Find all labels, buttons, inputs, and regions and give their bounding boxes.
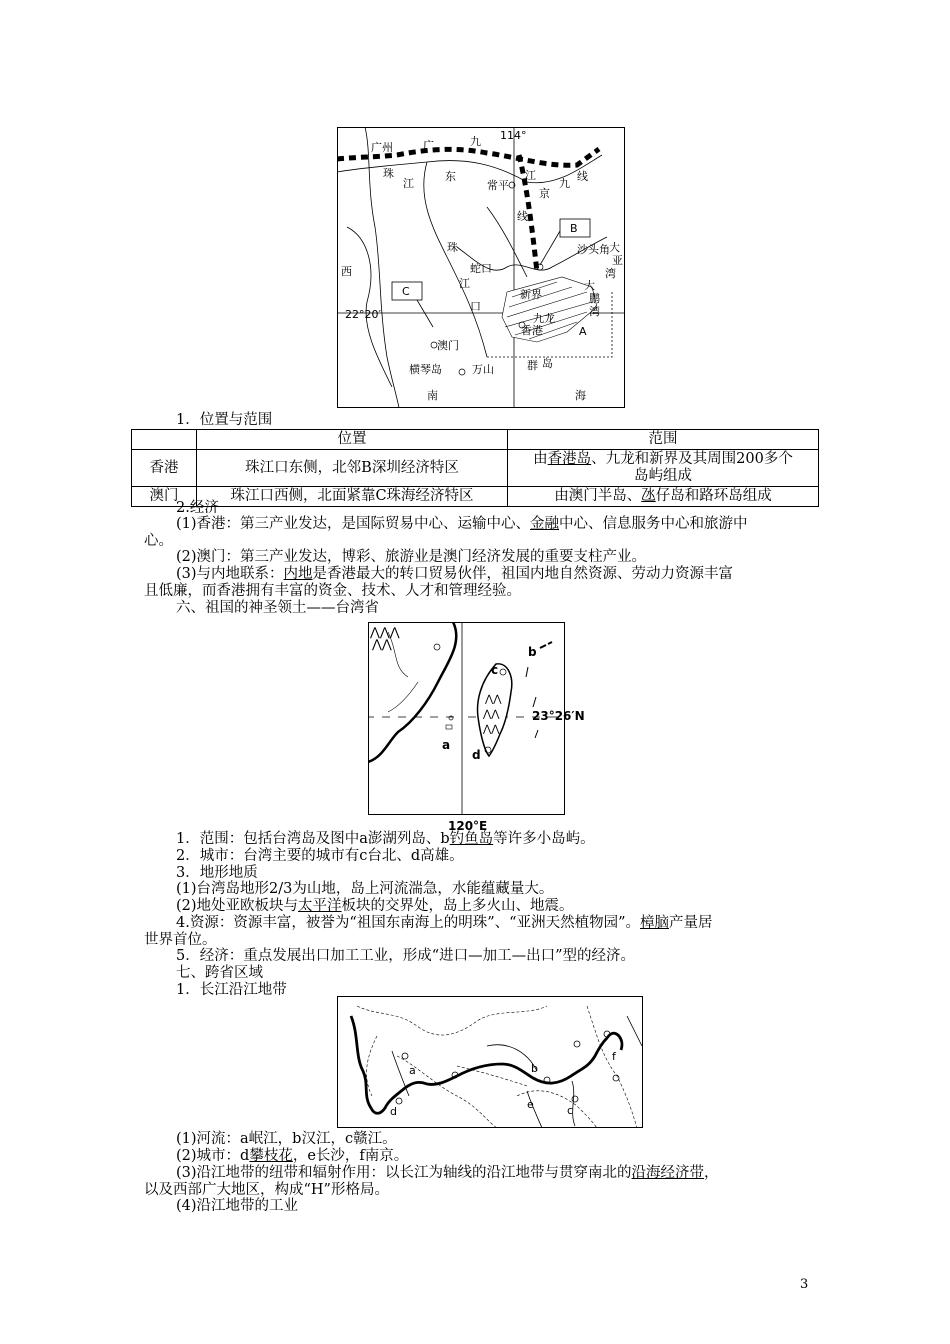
table-cell: 由香港岛、九龙和新界及其周围200多个 岛屿组成 bbox=[508, 450, 819, 487]
paragraph: 且低廉，而香港拥有丰富的资金、技术、人才和管理经验。 bbox=[144, 583, 521, 599]
hk-macau-table bbox=[131, 429, 819, 507]
map-label: b bbox=[531, 1062, 538, 1075]
map-label: C bbox=[402, 285, 410, 298]
section-title-economy: 2.经济 bbox=[176, 500, 219, 516]
svg-text:⋀⋀: ⋀⋀ bbox=[483, 724, 500, 735]
table-row bbox=[132, 487, 819, 507]
table-cell: 香港 bbox=[132, 450, 197, 487]
map-label: 新界 bbox=[520, 288, 542, 301]
table-cell: 珠江口西侧，北面紧靠C珠海经济特区 bbox=[197, 487, 508, 507]
map-label: b bbox=[528, 645, 537, 659]
section-heading-taiwan: 六、祖国的神圣领土——台湾省 bbox=[176, 600, 379, 616]
map-label: 沙头角 bbox=[577, 243, 610, 256]
paragraph: (1)台湾岛地形2/3为山地，岛上河流湍急，水能蕴藏量大。 bbox=[176, 881, 554, 897]
section-heading-regions: 七、跨省区域 bbox=[176, 965, 263, 981]
map-label: 九 bbox=[470, 135, 481, 148]
table-header-cell: 位置 bbox=[197, 430, 508, 450]
taiwan-map bbox=[368, 622, 620, 834]
pearl-river-delta-map bbox=[337, 127, 625, 408]
map-label: B bbox=[570, 222, 578, 235]
map-label: 九 bbox=[559, 177, 570, 190]
map-label: c bbox=[567, 1104, 574, 1117]
map-label: 23°26′N bbox=[532, 709, 585, 723]
map-label: 江 bbox=[525, 169, 536, 182]
paragraph: 世界首位。 bbox=[144, 932, 217, 948]
map-label: 东 bbox=[445, 170, 456, 183]
map-label: c bbox=[491, 663, 499, 677]
map-label: 万山 bbox=[472, 363, 494, 376]
map-label: a bbox=[442, 738, 451, 752]
map-label: 鹏 bbox=[589, 292, 600, 305]
map-label: 广州 bbox=[371, 141, 393, 154]
table-cell: 珠江口东侧，北邻B深圳经济特区 bbox=[197, 450, 508, 487]
map-label: 线 bbox=[577, 170, 588, 183]
svg-text:⋀⋀: ⋀⋀ bbox=[483, 709, 500, 720]
map-label: 岛 bbox=[542, 357, 553, 370]
map-label: 大 bbox=[584, 279, 595, 292]
map-label: 广 bbox=[423, 139, 434, 152]
map-label: 香港 bbox=[521, 324, 543, 337]
map-label: 横琴岛 bbox=[409, 363, 442, 376]
table-row bbox=[132, 450, 819, 487]
table-header-row bbox=[132, 430, 819, 450]
svg-text:⋀⋀⋀: ⋀⋀⋀ bbox=[370, 625, 400, 639]
paragraph: (3)沿江地带的纽带和辐射作用：以长江为轴线的沿江地带与贯穿南北的沿海经济带， bbox=[176, 1165, 719, 1181]
table-cell: 澳门 bbox=[132, 487, 197, 507]
map-label: 蛇口 bbox=[470, 262, 492, 275]
map-label: A bbox=[579, 325, 587, 338]
map-label: d bbox=[390, 1105, 397, 1118]
paragraph: 3．地形地质 bbox=[176, 865, 258, 881]
svg-text:⋀⋀: ⋀⋀ bbox=[485, 694, 502, 705]
map-label: 湾 bbox=[605, 267, 616, 280]
map-label: a bbox=[409, 1064, 416, 1077]
subsection-title: 1．长江沿江地带 bbox=[176, 982, 287, 998]
paragraph: 以及西部广大地区，构成“H”形格局。 bbox=[144, 1182, 389, 1198]
paragraph: 心。 bbox=[144, 533, 173, 549]
table-header-cell: 范围 bbox=[508, 430, 819, 450]
paragraph: (4)沿江地带的工业 bbox=[176, 1198, 299, 1214]
map-label: 120°E bbox=[448, 819, 488, 833]
map-label: 九龙 bbox=[533, 312, 555, 325]
map-label: 西 bbox=[341, 265, 352, 278]
map-label: d bbox=[472, 748, 481, 762]
paragraph: (2)城市：d攀枝花，e长沙，f南京。 bbox=[176, 1148, 409, 1164]
map-label: 群 bbox=[527, 359, 538, 372]
yangtze-map bbox=[337, 996, 643, 1128]
map-label: 大 bbox=[609, 241, 620, 254]
paragraph: (3)与内地联系：内地是香港最大的转口贸易伙伴，祖国内地自然资源、劳动力资源丰富 bbox=[176, 566, 734, 582]
page-number: 3 bbox=[800, 1277, 809, 1292]
paragraph: (1)河流：a岷江，b汉江，c赣江。 bbox=[176, 1131, 397, 1147]
paragraph: 4.资源：资源丰富，被誉为“祖国东南海上的明珠”、“亚洲天然植物园”。樟脑产量居 bbox=[176, 915, 713, 931]
map-label: f bbox=[612, 1050, 616, 1063]
map-label: 澳门 bbox=[437, 339, 459, 352]
map-label: 珠 bbox=[383, 167, 394, 180]
map-label: 海 bbox=[575, 389, 586, 402]
paragraph: (2)地处亚欧板块与太平洋板块的交界处，岛上多火山、地震。 bbox=[176, 898, 574, 914]
paragraph: (2)澳门：第三产业发达，博彩、旅游业是澳门经济发展的重要支柱产业。 bbox=[176, 549, 647, 565]
map-label: 珠 bbox=[447, 241, 458, 254]
paragraph: 2．城市：台湾主要的城市有c台北、d高雄。 bbox=[176, 848, 464, 864]
map-label: e bbox=[527, 1098, 534, 1111]
map-label: 京 bbox=[539, 187, 550, 200]
svg-text:⋀⋀: ⋀⋀ bbox=[372, 637, 392, 651]
map-label: 江 bbox=[459, 277, 470, 290]
map-label: 亚 bbox=[612, 254, 623, 267]
table-cell: 由澳门半岛、氹仔岛和路环岛组成 bbox=[508, 487, 819, 507]
paragraph: (1)香港：第三产业发达，是国际贸易中心、运输中心、金融中心、信息服务中心和旅游中 bbox=[176, 516, 748, 532]
map-label: 南 bbox=[427, 389, 438, 402]
section-title-location: 1．位置与范围 bbox=[176, 412, 273, 428]
map-label: 线 bbox=[517, 210, 528, 223]
map-label: 口 bbox=[470, 300, 481, 313]
map-label: 江 bbox=[403, 177, 414, 190]
map-label: 常平 bbox=[487, 179, 509, 192]
table-header-cell bbox=[132, 430, 197, 450]
map-label: 114° bbox=[500, 129, 527, 142]
map-label: 22°20′ bbox=[345, 308, 381, 321]
paragraph: 5．经济：重点发展出口加工工业，形成“进口—加工—出口”型的经济。 bbox=[176, 948, 636, 964]
paragraph: 1．范围：包括台湾岛及图中a澎湖列岛、b钓鱼岛等许多小岛屿。 bbox=[176, 831, 595, 847]
map-label: 湾 bbox=[589, 305, 600, 318]
